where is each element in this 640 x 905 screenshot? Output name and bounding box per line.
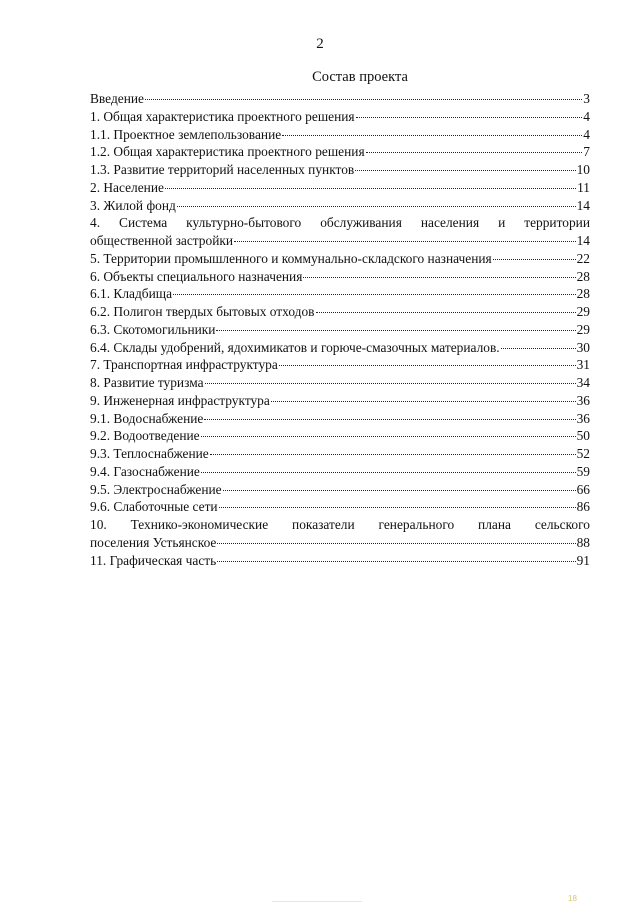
toc-entry-page: 86 — [576, 499, 590, 515]
toc-entry[interactable] — [90, 356, 590, 374]
toc-entry-label: 1. Общая характеристика проектного решения — [90, 108, 355, 124]
toc-entry[interactable] — [90, 108, 590, 126]
toc-leader-dots — [501, 348, 576, 349]
toc-title: Состав проекта — [312, 69, 408, 85]
toc-entry-page: 4 — [583, 126, 590, 142]
toc-entry[interactable] — [90, 463, 590, 481]
toc-entry-page: 91 — [576, 552, 590, 568]
toc-entry-label: 8. Развитие туризма — [90, 375, 204, 390]
toc-entry-label: 9.6. Слаботочные сети — [90, 499, 218, 515]
toc-entry[interactable] — [90, 197, 590, 215]
toc-entry[interactable] — [90, 374, 590, 392]
table-of-contents — [90, 90, 590, 569]
toc-entry-label: 9.4. Газоснабжение — [90, 463, 200, 479]
toc-entry-label: 7. Транспортная инфраструктура — [90, 357, 278, 373]
toc-leader-dots — [204, 419, 575, 420]
toc-entry[interactable] — [90, 179, 590, 197]
toc-entry-label: 6.2. Полигон твердых бытовых отходов — [90, 304, 315, 319]
toc-leader-dots — [279, 365, 576, 366]
toc-entry-page: 14 — [576, 197, 590, 213]
toc-leader-dots — [234, 241, 576, 242]
toc-entry-first-line: 4. Система культурно-бытового обслуживания населения и территории — [90, 215, 590, 231]
toc-entry-page: 59 — [576, 463, 590, 479]
toc-entry[interactable] — [90, 534, 590, 552]
toc-entry[interactable] — [90, 410, 590, 428]
toc-entry-page: 88 — [576, 534, 590, 550]
toc-leader-dots — [173, 294, 576, 295]
toc-entry-label: 2. Население — [90, 179, 164, 195]
toc-entry-page: 28 — [576, 268, 590, 284]
toc-leader-dots — [316, 312, 576, 313]
toc-entry-page: 4 — [583, 108, 590, 124]
toc-entry-label: 6.3. Скотомогильники — [90, 321, 216, 337]
toc-leader-dots — [271, 401, 576, 402]
footer-mark: 18 — [568, 894, 577, 903]
toc-entry-label: 9.2. Водоотведение — [90, 428, 200, 444]
toc-entry[interactable] — [90, 498, 590, 516]
toc-entry[interactable] — [90, 90, 590, 108]
toc-leader-dots — [177, 206, 576, 207]
toc-entry-page: 52 — [576, 446, 590, 461]
toc-entry-label: Введение — [90, 91, 144, 106]
footer-divider — [272, 901, 362, 902]
toc-entry[interactable] — [90, 427, 590, 445]
toc-leader-dots — [201, 472, 576, 473]
toc-entry[interactable] — [90, 161, 590, 179]
toc-leader-dots — [145, 99, 582, 100]
toc-leader-dots — [356, 117, 583, 118]
toc-leader-dots — [210, 454, 576, 455]
toc-entry-page: 50 — [576, 428, 590, 444]
toc-entry-label: 5. Территории промышленного и коммунально-складского назначения — [90, 250, 492, 266]
toc-entry-label: 1.1. Проектное землепользование — [90, 126, 282, 142]
toc-entry-label: 3. Жилой фонд — [90, 197, 176, 213]
toc-entry-label: 11. Графическая часть — [90, 552, 217, 568]
toc-entry[interactable] — [90, 481, 590, 499]
toc-entry-label: 6.4. Склады удобрений, ядохимикатов и горюче-смазочных материалов. — [90, 339, 500, 355]
page-number: 2 — [316, 36, 324, 52]
toc-leader-dots — [205, 383, 576, 384]
toc-entry-page: 28 — [576, 286, 590, 302]
toc-entry-label: 9.5. Электроснабжение — [90, 481, 222, 497]
toc-entry[interactable] — [90, 126, 590, 144]
toc-entry[interactable] — [90, 339, 590, 357]
toc-entry-label: 6. Объекты специального назначения — [90, 268, 303, 284]
toc-leader-dots — [223, 490, 576, 491]
toc-entry[interactable] — [90, 250, 590, 268]
toc-leader-dots — [493, 259, 576, 260]
toc-entry-label: 9. Инженерная инфраструктура — [90, 392, 270, 408]
toc-entry-label: 9.1. Водоснабжение — [90, 410, 204, 426]
toc-entry-page: 29 — [576, 304, 590, 319]
toc-entry-page: 30 — [576, 339, 590, 355]
toc-entry-page: 66 — [576, 481, 590, 497]
toc-entry[interactable] — [90, 232, 590, 250]
toc-leader-dots — [355, 170, 575, 171]
toc-leader-dots — [303, 277, 575, 278]
toc-entry-page: 22 — [576, 250, 590, 266]
toc-entry[interactable] — [90, 285, 590, 303]
toc-leader-dots — [219, 507, 576, 508]
toc-entry[interactable] — [90, 303, 590, 321]
toc-leader-dots — [282, 135, 582, 136]
toc-entry-page: 29 — [576, 321, 590, 337]
toc-entry[interactable] — [90, 321, 590, 339]
toc-entry-label: 1.3. Развитие территорий населенных пунктов — [90, 162, 355, 177]
toc-leader-dots — [216, 330, 575, 331]
toc-leader-dots — [165, 188, 576, 189]
toc-entry-label: поселения Устьянское — [90, 534, 217, 550]
toc-entry-page: 10 — [576, 162, 590, 177]
toc-leader-dots — [201, 436, 576, 437]
toc-leader-dots — [217, 543, 575, 544]
toc-entry-page: 7 — [583, 144, 590, 160]
toc-entry-page: 31 — [576, 357, 590, 373]
toc-entry[interactable] — [90, 143, 590, 161]
toc-entry-page: 34 — [576, 375, 590, 390]
toc-entry[interactable] — [90, 392, 590, 410]
toc-entry-page: 36 — [576, 392, 590, 408]
toc-leader-dots — [366, 152, 583, 153]
toc-entry-page: 3 — [583, 91, 590, 106]
toc-entry[interactable] — [90, 268, 590, 286]
toc-entry-label: 1.2. Общая характеристика проектного решения — [90, 144, 365, 160]
toc-entry-page: 14 — [576, 233, 590, 248]
toc-entry-label: 9.3. Теплоснабжение — [90, 446, 209, 461]
toc-entry[interactable] — [90, 552, 590, 570]
toc-leader-dots — [217, 561, 575, 562]
toc-entry-page: 36 — [576, 410, 590, 426]
toc-entry-label: общественной застройки — [90, 233, 234, 248]
toc-entry-first-line: 10. Технико-экономические показатели генерального плана сельского — [90, 517, 590, 532]
toc-entry-label: 6.1. Кладбища — [90, 286, 173, 302]
toc-entry[interactable] — [90, 445, 590, 463]
toc-entry-page: 11 — [577, 179, 590, 195]
